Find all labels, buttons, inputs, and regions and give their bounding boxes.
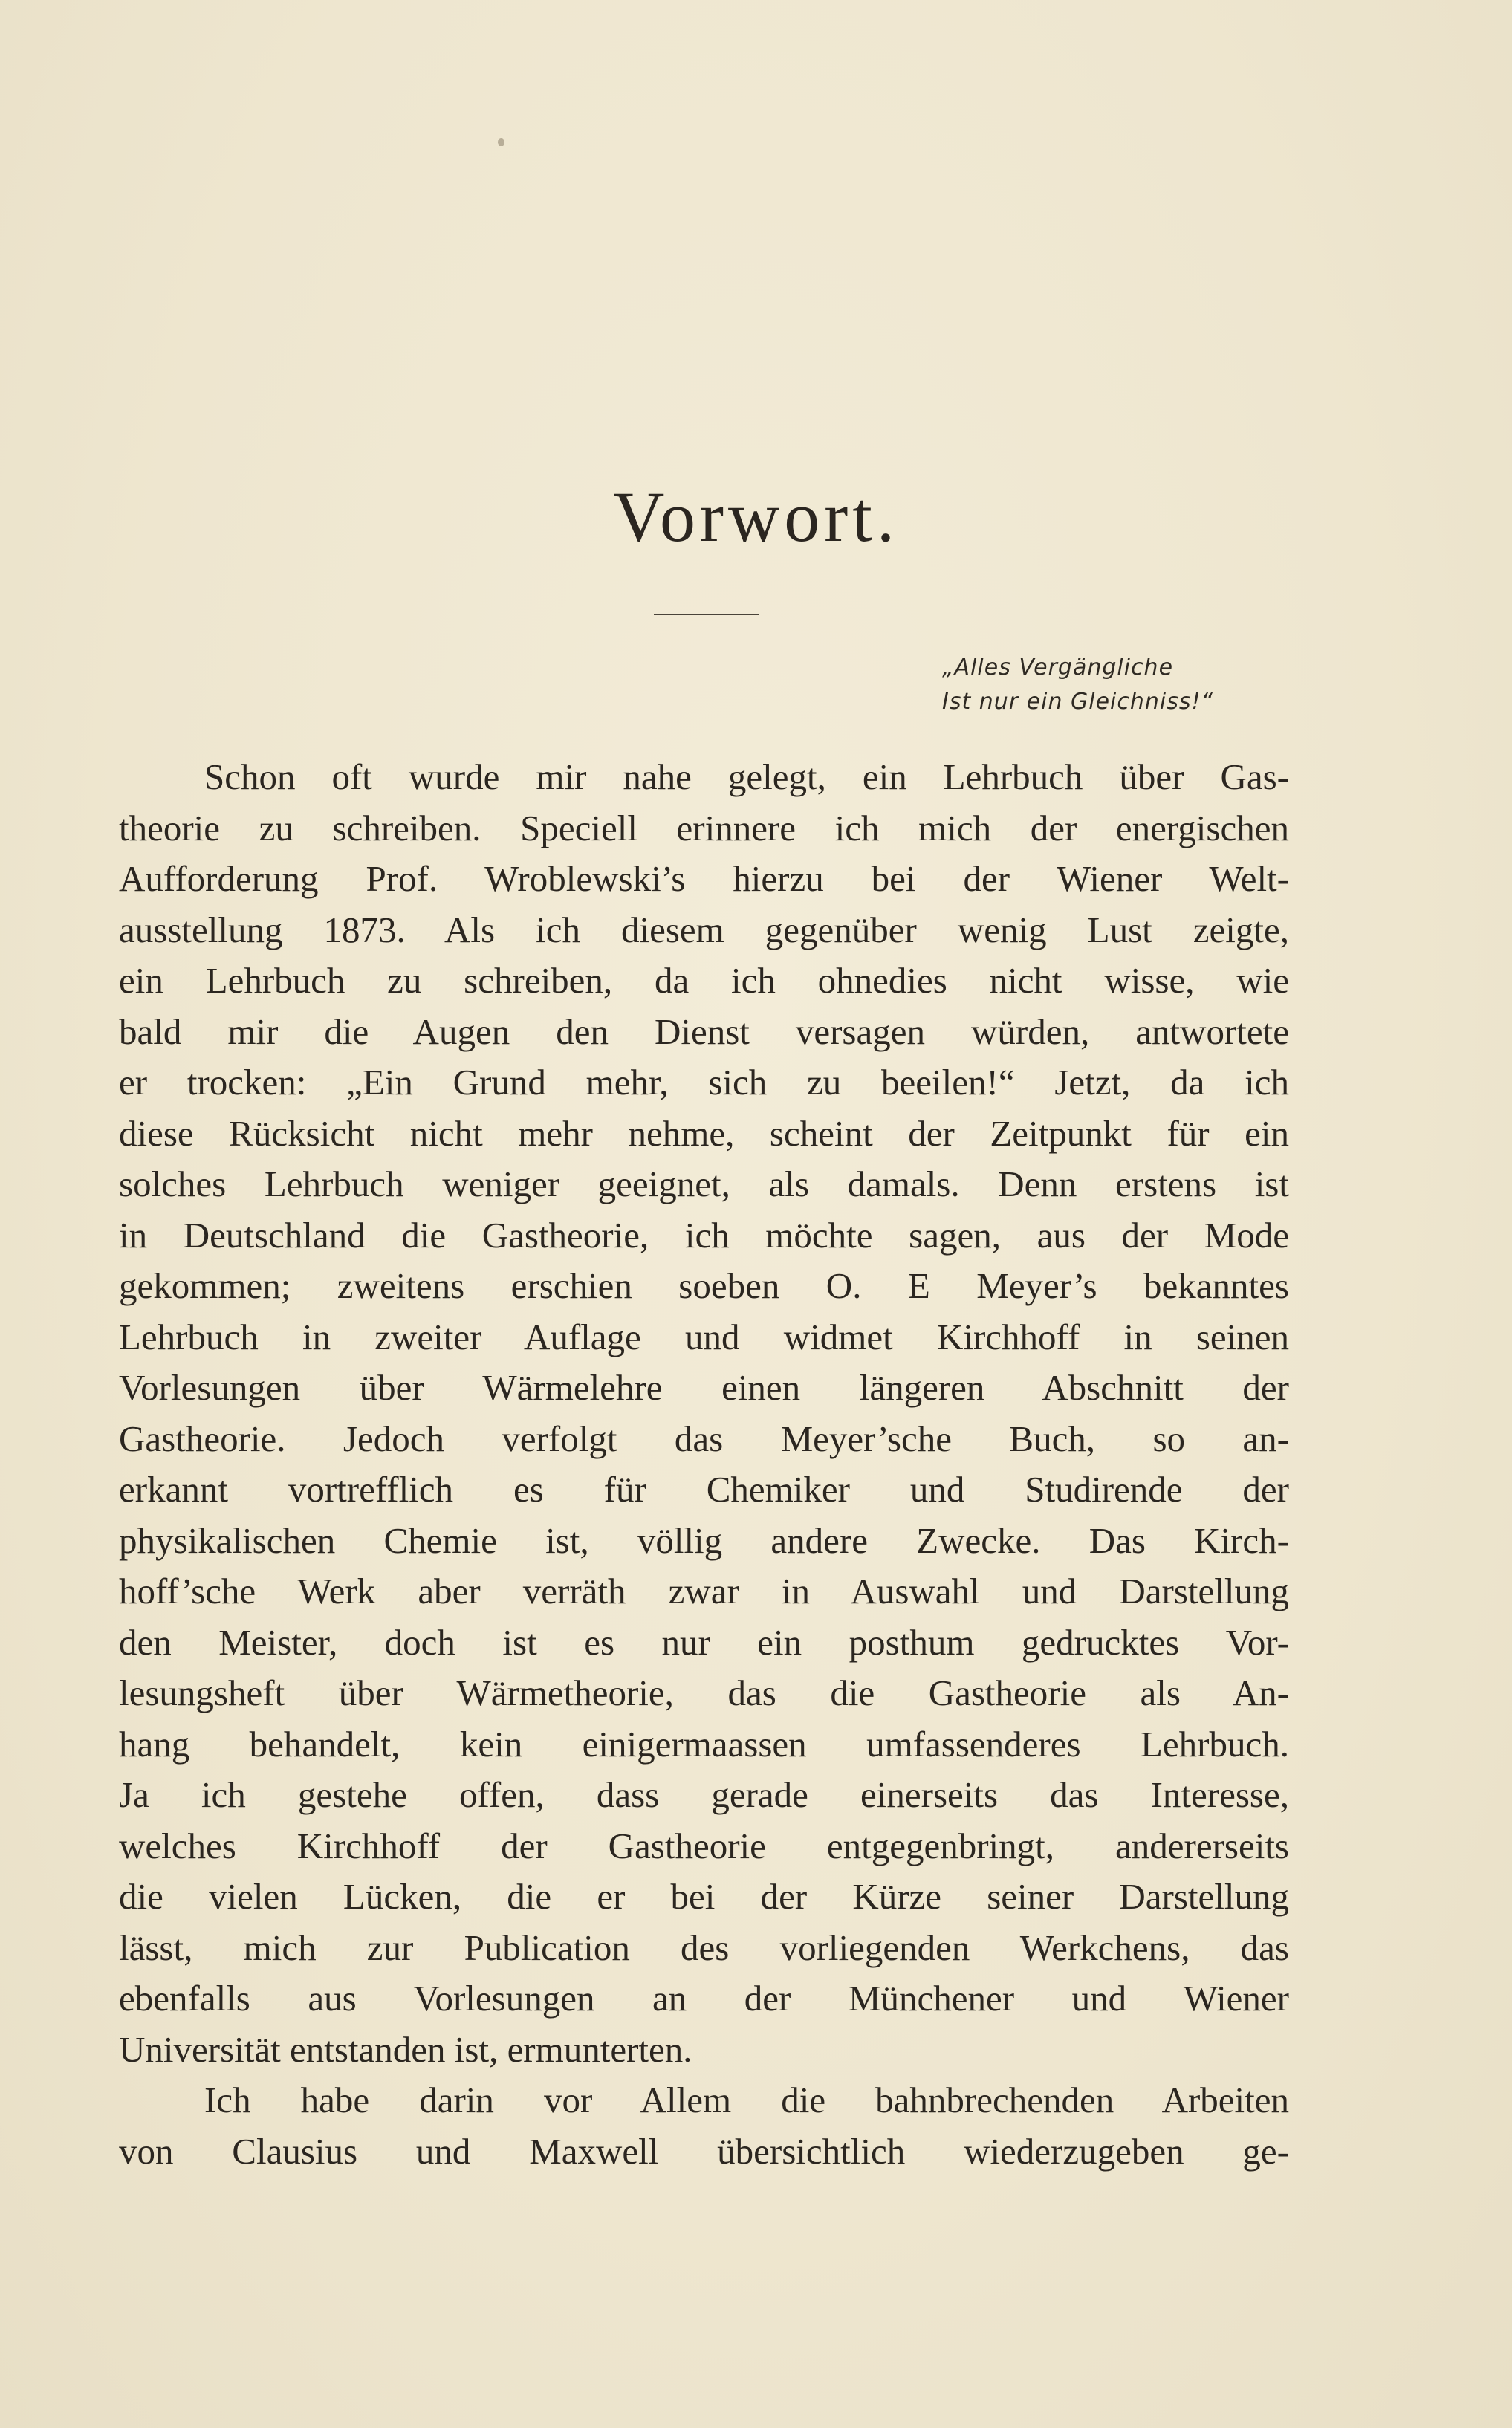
paper-speck — [498, 138, 504, 146]
text-line: Ich habe darin vor Allem die bahnbrechenden Arbeiten — [204, 2080, 1289, 2120]
text-line: physikalischen Chemie ist, völlig andere Zwecke. Das Kirch- — [119, 1519, 1289, 1561]
text-line: Schon oft wurde mir nahe gelegt, ein Lehrbuch über Gas- — [204, 756, 1289, 797]
text-line: hang behandelt, kein einigermaassen umfassenderes Lehrbuch. — [119, 1723, 1289, 1765]
text-line: diese Rücksicht nicht mehr nehme, scheint der Zeitpunkt für ein — [119, 1112, 1289, 1154]
preface-body — [119, 752, 1289, 2177]
text-line: erkannt vortrefflich es für Chemiker und Studirende der — [119, 1469, 1289, 1510]
text-line: hoff’sche Werk aber verräth zwar in Auswahl und Darstellung — [119, 1571, 1289, 1611]
text-line: ausstellung 1873. Als ich diesem gegenüber wenig Lust zeigte, — [119, 909, 1289, 950]
text-line: lesungsheft über Wärmetheorie, das die Gastheorie als An- — [119, 1672, 1289, 1713]
text-line: den Meister, doch ist es nur ein posthum gedrucktes Vor- — [119, 1621, 1289, 1663]
text-line: Lehrbuch in zweiter Auflage und widmet Kirchhoff in seinen — [119, 1316, 1289, 1357]
text-line: welches Kirchhoff der Gastheorie entgegenbringt, andererseits — [119, 1825, 1289, 1866]
text-line: ein Lehrbuch zu schreiben, da ich ohnedies nicht wisse, wie — [119, 960, 1289, 1001]
text-line: Universität entstanden ist, ermunterten. — [119, 2028, 692, 2070]
text-line: von Clausius und Maxwell übersichtlich wiederzugeben ge- — [119, 2130, 1289, 2172]
text-line: ebenfalls aus Vorlesungen an der Münchener und Wiener — [119, 1978, 1289, 2019]
epigraph-line-2: Ist nur ein Gleichniss!“ — [942, 689, 1214, 715]
text-line: in Deutschland die Gastheorie, ich möchte sagen, aus der Mode — [119, 1214, 1289, 1256]
text-line: Ja ich gestehe offen, dass gerade einerseits das Interesse, — [119, 1774, 1289, 1815]
text-line: theorie zu schreiben. Speciell erinnere ich mich der energischen — [119, 807, 1289, 848]
text-line: Gastheorie. Jedoch verfolgt das Meyer’sche Buch, so an- — [119, 1418, 1289, 1459]
title-divider — [654, 614, 759, 615]
epigraph — [942, 651, 1213, 719]
text-line: Aufforderung Prof. Wroblewski’s hierzu bei der Wiener Welt- — [119, 858, 1289, 899]
text-line: lässt, mich zur Publication des vorliegenden Werkchens, das — [119, 1927, 1289, 1968]
text-line: die vielen Lücken, die er bei der Kürze seiner Darstellung — [119, 1876, 1289, 1917]
text-line: solches Lehrbuch weniger geeignet, als damals. Denn erstens ist — [119, 1163, 1289, 1204]
text-line: gekommen; zweitens erschien soeben O. E Meyer’s bekanntes — [119, 1265, 1289, 1306]
text-line: Vorlesungen über Wärmelehre einen längeren Abschnitt der — [119, 1367, 1289, 1408]
epigraph-line-1: „Alles Vergängliche — [942, 655, 1174, 681]
page-title: Vorwort. — [613, 477, 899, 556]
text-line: er trocken: „Ein Grund mehr, sich zu beeilen!“ Jetzt, da ich — [119, 1062, 1289, 1103]
text-line: bald mir die Augen den Dienst versagen würden, antwortete — [119, 1010, 1289, 1052]
